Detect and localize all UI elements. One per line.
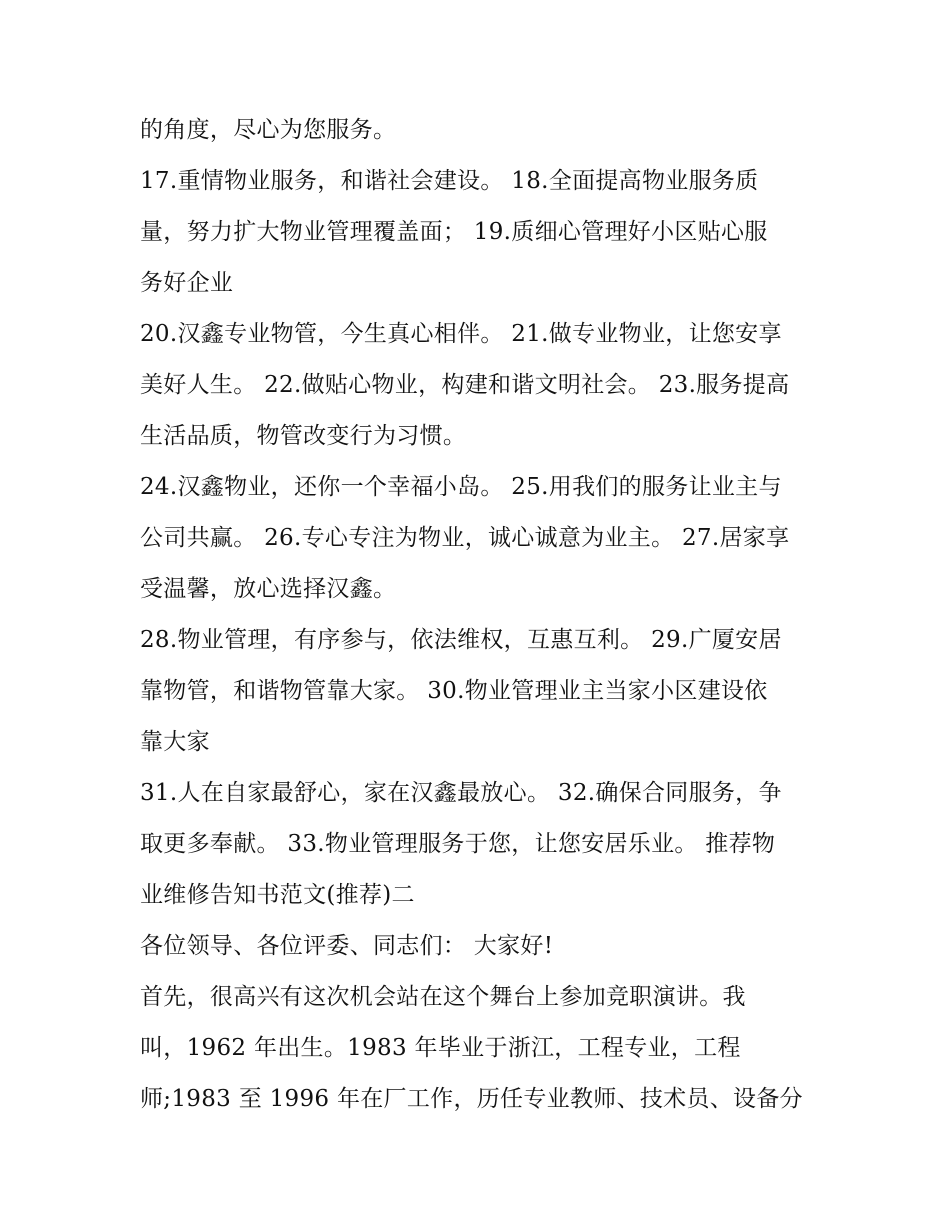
text-line: 量，努力扩大物业管理覆盖面； 19.质细心管理好小区贴心服 [140, 219, 768, 245]
document-body [140, 105, 820, 1125]
text-line: 取更多奉献。 33.物业管理服务于您，让您安居乐业。 推荐物 [140, 831, 776, 857]
text-line: 叫，1962 年出生。1983 年毕业于浙江，工程专业，工程 [140, 1035, 741, 1061]
text-line: 靠大家 [140, 729, 210, 755]
text-line: 31.人在自家最舒心，家在汉鑫最放心。 32.确保合同服务，争 [140, 780, 782, 806]
text-line: 公司共赢。 26.专心专注为物业，诚心诚意为业主。 27.居家享 [140, 525, 790, 551]
text-line: 受温馨，放心选择汉鑫。 [140, 576, 397, 602]
text-line: 24.汉鑫物业，还你一个幸福小岛。 25.用我们的服务让业主与 [140, 474, 782, 500]
text-line: 28.物业管理，有序参与，依法维权，互惠互利。 29.广厦安居 [140, 627, 782, 653]
text-line: 业维修告知书范文(推荐)二 [140, 882, 415, 908]
text-line: 美好人生。 22.做贴心物业，构建和谐文明社会。 23.服务提高 [140, 372, 790, 398]
text-line: 20.汉鑫专业物管，今生真心相伴。 21.做专业物业，让您安享 [140, 321, 782, 347]
text-line: 17.重情物业服务，和谐社会建设。 18.全面提高物业服务质 [140, 168, 759, 194]
text-line: 生活品质，物管改变行为习惯。 [140, 423, 467, 449]
text-line: 的角度，尽心为您服务。 [140, 117, 397, 143]
text-line: 靠物管，和谐物管靠大家。 30.物业管理业主当家小区建设依 [140, 678, 768, 704]
text-line: 务好企业 [140, 270, 234, 296]
text-line: 各位领导、各位评委、同志们： 大家好! [140, 933, 554, 959]
text-line: 师;1983 至 1996 年在厂工作，历任专业教师、技术员、设备分 [140, 1086, 803, 1112]
text-line: 首先，很高兴有这次机会站在这个舞台上参加竞职演讲。我 [140, 984, 746, 1010]
